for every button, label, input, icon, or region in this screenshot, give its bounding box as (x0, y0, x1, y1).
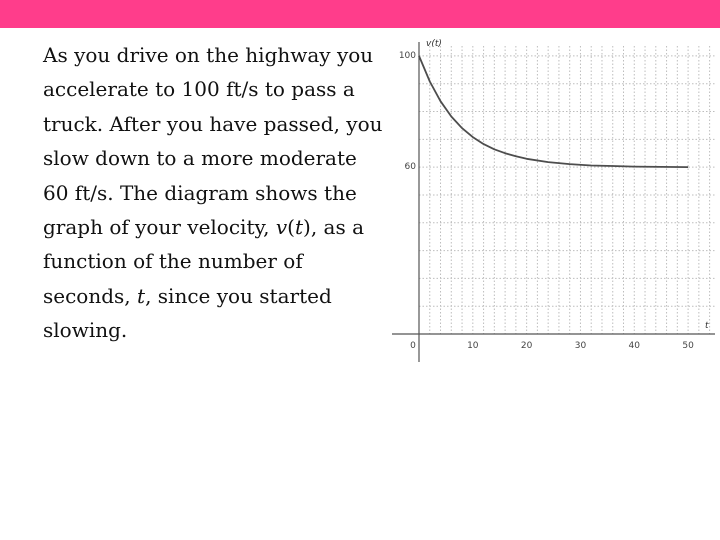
text-segment: graph of your velocity, (43, 215, 276, 240)
x-tick-label: 10 (467, 341, 479, 351)
text-line: truck. After you have passed, you (43, 111, 383, 136)
header-accent-bar (0, 0, 720, 28)
y-axis-label: v(t) (426, 39, 442, 49)
velocity-chart (388, 30, 720, 370)
x-tick-label: 30 (574, 341, 587, 351)
x-tick-label: 40 (628, 341, 640, 351)
text-segment: ), as a (303, 215, 365, 240)
x-tick-label: 50 (682, 341, 694, 351)
x-tick-label: 0 (410, 341, 416, 351)
text-segment: seconds, (43, 283, 138, 308)
text-line: 60 ft/s. The diagram shows the (43, 180, 357, 205)
text-line: As you drive on the highway you (43, 43, 374, 67)
y-tick-label: 60 (404, 162, 416, 173)
x-axis-label: t (705, 321, 709, 331)
variable-t: t (294, 215, 304, 240)
variable-t: t (137, 283, 146, 308)
text-line: slow down to a more moderate (43, 146, 357, 171)
text-line (43, 279, 393, 313)
text-segment: ( (287, 215, 295, 240)
text-segment: , since you started (145, 283, 332, 308)
text-line (43, 210, 393, 244)
problem-text (43, 38, 393, 348)
text-line: slowing. (43, 318, 128, 343)
variable-v: v (275, 215, 288, 240)
text-line: function of the number of (43, 249, 303, 274)
text-line: accelerate to 100 ft/s to pass a (43, 77, 355, 102)
x-tick-label: 20 (520, 341, 533, 351)
y-tick-label: 100 (398, 50, 416, 61)
